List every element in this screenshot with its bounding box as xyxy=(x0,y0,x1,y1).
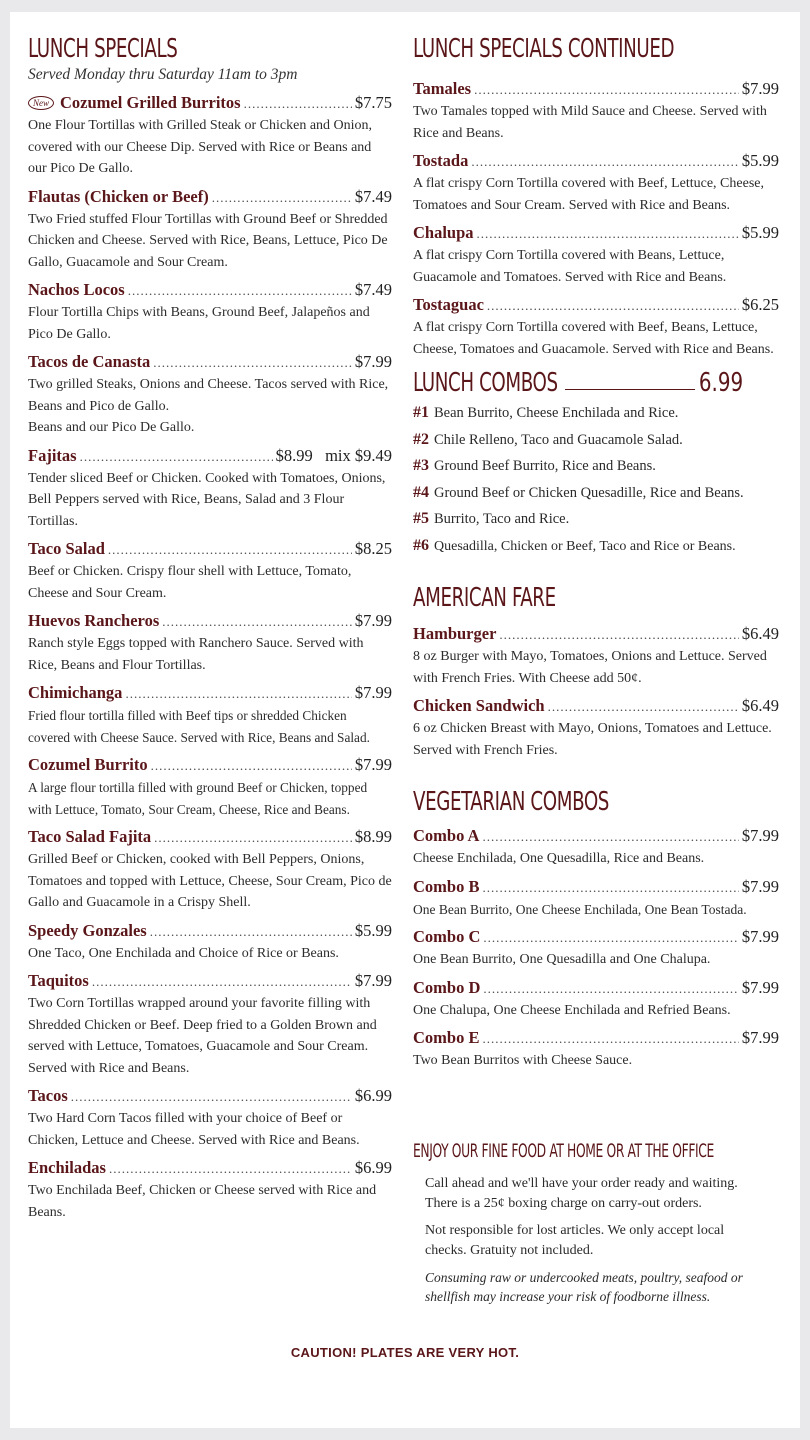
combo-number: #4 xyxy=(413,483,429,501)
item-price: $8.99 mix $9.49 xyxy=(275,445,392,465)
item-price: $5.99 xyxy=(741,151,779,170)
menu-item xyxy=(28,538,392,604)
lunch-combos-list xyxy=(413,400,779,559)
left-column xyxy=(28,34,392,1229)
item-name: Tamales xyxy=(413,79,472,98)
item-price: $7.99 xyxy=(354,352,392,371)
item-price: $6.99 xyxy=(354,1086,392,1105)
item-price: $7.75 xyxy=(354,93,392,112)
item-description: Tender sliced Beef or Chicken. Cooked with Tomatoes, Onions, Bell Peppers served with Rice, Beans, Salad and 3 Flour Tortillas. xyxy=(28,470,386,529)
combo-number: #6 xyxy=(413,536,429,554)
combo-item xyxy=(413,533,779,560)
item-name: Huevos Rancheros xyxy=(28,611,160,630)
item-name: Cozumel Burrito xyxy=(28,755,148,774)
combo-number: #2 xyxy=(413,430,429,448)
item-name: Taquitos xyxy=(28,971,89,990)
health-warning: Consuming raw or undercooked meats, poultry, seafood or shellfish may increase your risk of foodborne illness. xyxy=(425,1269,743,1304)
combo-number: #3 xyxy=(413,457,429,474)
menu-item xyxy=(28,92,392,180)
combo-divider-line xyxy=(565,389,695,390)
menu-item xyxy=(413,825,779,870)
item-price: $8.25 xyxy=(354,539,392,558)
item-price: $7.99 xyxy=(741,927,779,946)
item-description: Beef or Chicken. Crispy flour shell with Lettuce, Tomato, Cheese and Sour Cream. xyxy=(28,564,352,601)
menu-item xyxy=(413,150,779,216)
combo-text: Ground Beef Burrito, Rice and Beans. xyxy=(434,458,656,474)
menu-item xyxy=(28,826,392,914)
combo-number: #1 xyxy=(413,404,429,421)
item-description-extra: Beans and our Pico De Gallo. xyxy=(28,420,195,435)
item-price: $7.49 xyxy=(354,186,392,206)
menu-item xyxy=(413,876,779,921)
item-name: Speedy Gonzales xyxy=(28,920,147,940)
lunch-combos-title: LUNCH COMBOS xyxy=(413,368,558,398)
menu-item xyxy=(28,682,392,748)
menu-item xyxy=(28,1157,392,1223)
item-name: Tacos xyxy=(28,1086,68,1105)
item-price: $6.25 xyxy=(741,295,779,314)
american-fare-title: AMERICAN FARE xyxy=(413,583,556,613)
item-price: $7.99 xyxy=(741,876,779,896)
combo-item xyxy=(413,506,779,533)
item-name: Cozumel Grilled Burritos xyxy=(60,93,241,112)
combo-text: Burrito, Taco and Rice. xyxy=(434,511,570,527)
item-name: Chimichanga xyxy=(28,683,123,702)
menu-item xyxy=(413,926,779,971)
menu-item xyxy=(28,445,392,533)
item-description: Grilled Beef or Chicken, cooked with Bell Peppers, Onions, Tomatoes and topped with Lettuce, Cheese, Sour Cream, Pico de Gallo and Guacamole in a Crispy Shell. xyxy=(28,852,392,910)
item-description: Two Bean Burritos with Cheese Sauce. xyxy=(413,1053,633,1068)
menu-item xyxy=(413,1027,779,1072)
item-name: Hamburger xyxy=(413,624,497,643)
combo-text: Quesadilla, Chicken or Beef, Taco and Rice or Beans. xyxy=(434,538,736,554)
item-price: $7.49 xyxy=(354,280,392,299)
item-description: 8 oz Burger with Mayo, Tomatoes, Onions and Lettuce. Served with French Fries. With Cheese add 50¢. xyxy=(413,649,767,686)
combo-text: Ground Beef or Chicken Quesadille, Rice and Beans. xyxy=(434,484,744,501)
vegetarian-combos-title: VEGETARIAN COMBOS xyxy=(413,787,610,817)
item-price: $7.99 xyxy=(741,977,779,997)
item-name: Combo A xyxy=(413,826,480,845)
menu-item xyxy=(28,351,392,439)
item-description: One Bean Burrito, One Cheese Enchilada, One Bean Tostada. xyxy=(413,901,747,917)
combo-text: Chile Relleno, Taco and Guacamole Salad. xyxy=(434,431,683,448)
item-description: 6 oz Chicken Breast with Mayo, Onions, Tomatoes and Lettuce. Served with French Fries. xyxy=(413,721,772,758)
item-description: Ranch style Eggs topped with Ranchero Sauce. Served with Rice, Beans and Flour Tortillas. xyxy=(28,636,364,673)
item-name: Taco Salad xyxy=(28,539,105,558)
item-description: One Taco, One Enchilada and Choice of Rice or Beans. xyxy=(28,945,339,961)
item-name: Tostada xyxy=(413,151,469,170)
item-description: One Bean Burrito, One Quesadilla and One Chalupa. xyxy=(413,952,711,967)
item-price: $6.49 xyxy=(741,696,779,715)
item-name: Chalupa xyxy=(413,223,474,242)
combo-item xyxy=(413,427,779,454)
lunch-combos-header xyxy=(413,368,779,398)
item-description: A large flour tortilla filled with ground Beef or Chicken, topped with Lettuce, Tomato, Sour Cream, Cheese, Rice and Beans. xyxy=(28,780,368,817)
item-price: $7.99 xyxy=(741,79,779,98)
item-name: Combo E xyxy=(413,1028,480,1047)
caution-notice: CAUTION! PLATES ARE VERY HOT. xyxy=(290,1345,520,1360)
item-description: Two Corn Tortillas wrapped around your favorite filling with Shredded Chicken or Beef. Deep fried to a Golden Brown and served with Lettuce, Tomatoes, Guacamole and Sour Cream. Served with Rice and Beans. xyxy=(28,996,377,1076)
item-name: Enchiladas xyxy=(28,1158,106,1177)
item-price: $6.99 xyxy=(354,1158,392,1177)
right-column xyxy=(413,34,779,1306)
combo-item xyxy=(413,480,779,507)
item-price: $7.99 xyxy=(354,971,392,990)
item-description: A flat crispy Corn Tortilla covered with Beans, Lettuce, Guacamole and Tomatoes. Served with Rice and Beans. xyxy=(413,248,727,285)
lunch-specials-subtitle: Served Monday thru Saturday 11am to 3pm xyxy=(28,66,298,83)
item-name: Flautas (Chicken or Beef) xyxy=(28,186,209,206)
combo-item xyxy=(413,453,779,480)
item-description: Flour Tortilla Chips with Beans, Ground Beef, Jalapeños and Pico De Gallo. xyxy=(28,305,370,342)
menu-item xyxy=(28,920,392,965)
item-description: A flat crispy Corn Tortilla covered with Beef, Lettuce, Cheese, Tomatoes and Sour Cream. Served with Rice and Beans. xyxy=(413,176,764,213)
item-name: Combo D xyxy=(413,977,481,997)
menu-item xyxy=(413,294,779,360)
item-price: $7.99 xyxy=(354,755,392,774)
footer-notes xyxy=(413,1174,765,1306)
menu-item xyxy=(413,977,779,1022)
combo-text: Bean Burrito, Cheese Enchilada and Rice. xyxy=(434,405,679,421)
item-name: Combo B xyxy=(413,876,480,896)
item-price: $7.99 xyxy=(354,611,392,630)
item-name: Taco Salad Fajita xyxy=(28,827,152,846)
menu-item xyxy=(413,623,779,689)
item-name: Chicken Sandwich xyxy=(413,696,545,715)
combo-item xyxy=(413,400,779,427)
item-name: Tacos de Canasta xyxy=(28,352,151,371)
item-price: $6.49 xyxy=(741,624,779,643)
item-description: Cheese Enchilada, One Quesadilla, Rice and Beans. xyxy=(413,851,705,866)
lunch-combos-price: 6.99 xyxy=(698,368,743,398)
menu-item xyxy=(413,78,779,144)
item-description: Two Fried stuffed Flour Tortillas with Ground Beef or Shredded Chicken and Cheese. Served with Rice, Beans, Lettuce, Pico De Gallo, Guacamole and Sour Cream. xyxy=(28,211,388,270)
combo-number: #5 xyxy=(413,510,429,527)
menu-item xyxy=(413,695,779,761)
new-badge: New xyxy=(28,96,54,110)
item-description: One Flour Tortillas with Grilled Steak or Chicken and Onion, covered with our Cheese Dip. Served with Rice or Beans and our Pico De Gallo. xyxy=(28,118,373,176)
menu-page xyxy=(10,12,800,1428)
policy-note: Not responsible for lost articles. We only accept local checks. Gratuity not included. xyxy=(425,1222,725,1258)
item-description: One Chalupa, One Cheese Enchilada and Refried Beans. xyxy=(413,1002,731,1018)
item-description: Two grilled Steaks, Onions and Cheese. Tacos served with Rice, Beans and Pico de Gallo. xyxy=(28,377,389,414)
carry-out-note: Call ahead and we'll have your order ready and waiting. There is a 25¢ boxing charge on carry-out orders. xyxy=(425,1175,738,1211)
menu-item xyxy=(28,970,392,1079)
item-description: Two Enchilada Beef, Chicken or Cheese served with Rice and Beans. xyxy=(28,1183,377,1220)
menu-item xyxy=(28,279,392,345)
menu-item xyxy=(28,610,392,676)
item-description: Two Tamales topped with Mild Sauce and Cheese. Served with Rice and Beans. xyxy=(413,104,767,141)
item-name: Nachos Locos xyxy=(28,280,125,299)
footer-title: ENJOY OUR FINE FOOD AT HOME OR AT THE OFFICE xyxy=(413,1139,714,1162)
item-description: Two Hard Corn Tacos filled with your choice of Beef or Chicken, Lettuce and Cheese. Served with Rice and Beans. xyxy=(28,1111,360,1148)
menu-item xyxy=(413,222,779,288)
lunch-specials-continued-title: LUNCH SPECIALS CONTINUED xyxy=(413,34,675,64)
item-price: $7.99 xyxy=(354,683,392,702)
menu-item xyxy=(28,1085,392,1151)
item-name: Fajitas xyxy=(28,445,77,465)
item-price: $8.99 xyxy=(354,827,392,846)
menu-item xyxy=(28,186,392,274)
item-price: $5.99 xyxy=(354,920,392,940)
lunch-specials-title: LUNCH SPECIALS xyxy=(28,34,178,64)
item-name: Tostaguac xyxy=(413,295,484,314)
item-description: Fried flour tortilla filled with Beef tips or shredded Chicken covered with Cheese Sauce. Served with Rice, Beans and Salad. xyxy=(28,708,370,745)
item-name: Combo C xyxy=(413,927,481,946)
item-description: A flat crispy Corn Tortilla covered with Beef, Beans, Lettuce, Cheese, Tomatoes and Guacamole. Served with Rice and Beans. xyxy=(413,320,774,357)
menu-item xyxy=(28,754,392,820)
item-price: $7.99 xyxy=(741,1028,779,1047)
item-price: $5.99 xyxy=(741,223,779,242)
item-price: $7.99 xyxy=(741,826,779,845)
